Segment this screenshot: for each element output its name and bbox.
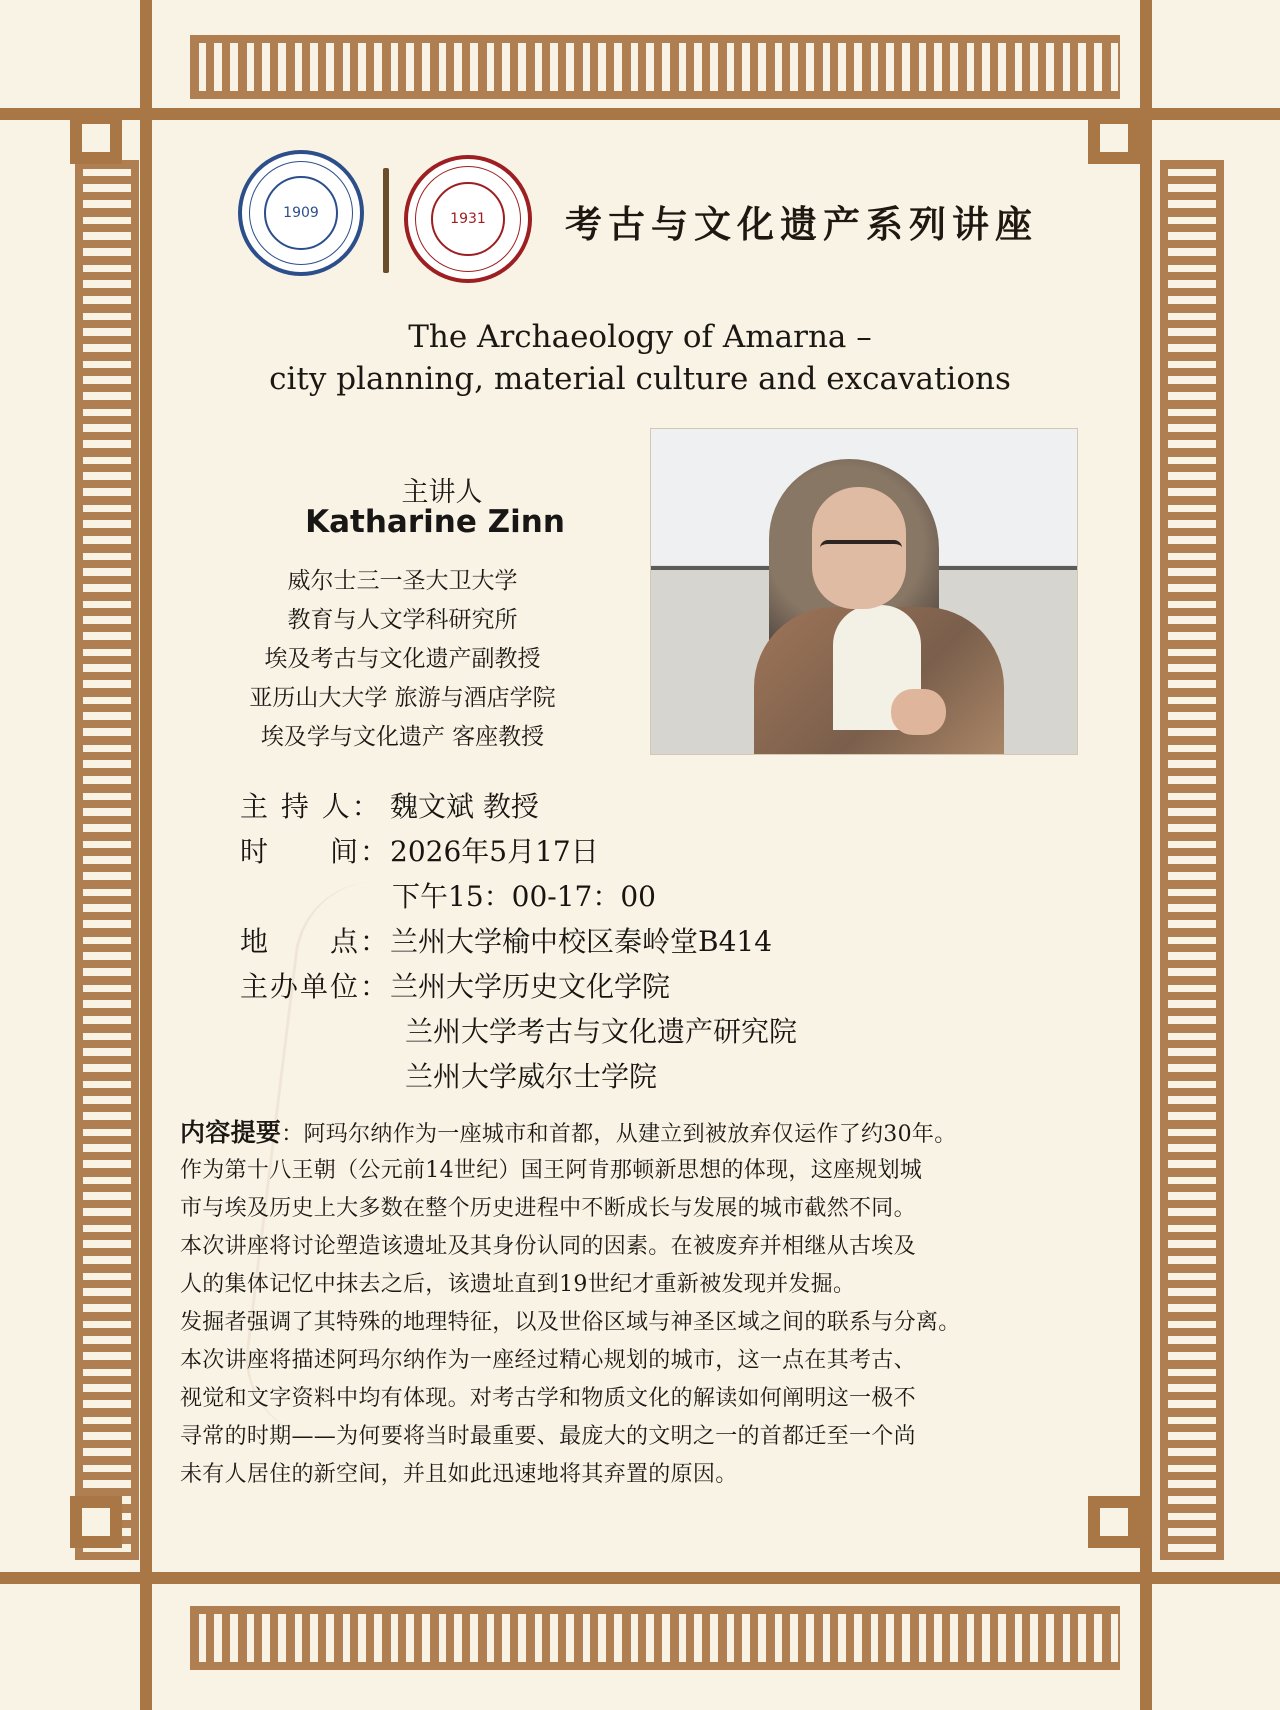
lanzhou-university-logo: [238, 150, 364, 276]
time-range: 下午15：00-17：00: [392, 880, 656, 913]
summary-line: 人的集体记忆中抹去之后，该遗址直到19世纪才重新被发现并发掘。: [180, 1272, 856, 1297]
affiliation-line: 威尔士三一圣大卫大学: [287, 568, 518, 594]
affiliation-line: 亚历山大大学 旅游与酒店学院: [249, 685, 556, 711]
time-label: 时 间：: [240, 835, 391, 868]
summary-line: 寻常的时期——为何要将当时最重要、最庞大的文明之一的首都迁至一个尚: [180, 1424, 916, 1449]
bottom-left-corner-ornament: [70, 1496, 122, 1548]
host-value: 魏文斌 教授: [390, 790, 539, 823]
summary-line: 发掘者强调了其特殊的地理特征，以及世俗区域与神圣区域之间的联系与分离。: [180, 1310, 961, 1335]
host-label: 主 持 人：: [240, 790, 382, 823]
history-culture-school-logo: [404, 155, 532, 283]
frame-top-rule: [140, 0, 152, 1710]
time-range-row: [392, 875, 656, 915]
lecture-title-line-1: The Archaeology of Amarna –: [408, 319, 872, 355]
speaker-photo: [650, 428, 1078, 755]
top-left-corner-ornament: [70, 112, 122, 164]
organizer-row: [405, 1055, 657, 1095]
top-fret-border: [190, 35, 1120, 99]
summary-line: 本次讲座将讨论塑造该遗址及其身份认同的因素。在被废弃并相继从古埃及: [180, 1234, 916, 1259]
speaker-name: Katharine Zinn: [305, 504, 565, 540]
place-label: 地 点：: [240, 925, 391, 958]
place-value: 兰州大学榆中校区秦岭堂B414: [390, 925, 773, 958]
speaker-affiliations: [210, 562, 595, 757]
glasses-icon: [820, 540, 902, 572]
speaker-role-label: 主讲人: [401, 477, 483, 508]
organizer-2: 兰州大学考古与文化遗产研究院: [405, 1015, 798, 1048]
organizers-row: [240, 965, 670, 1005]
place-row: [240, 920, 772, 960]
top-right-corner-ornament: [1088, 112, 1140, 164]
organizer-1: 兰州大学历史文化学院: [390, 970, 671, 1003]
frame-horizontal-bottom: [0, 1572, 1280, 1584]
affiliation-line: 埃及学与文化遗产 客座教授: [260, 724, 545, 750]
organizer-3: 兰州大学威尔士学院: [405, 1060, 658, 1093]
host-row: [240, 785, 539, 825]
summary-heading: 内容提要: [180, 1118, 282, 1147]
summary-line: 视觉和文字资料中均有体现。对考古学和物质文化的解读如何阐明这一极不: [180, 1386, 916, 1411]
affiliation-line: 教育与人文学科研究所: [287, 607, 518, 633]
summary-line: 市与埃及历史上大多数在整个历史进程中不断成长与发展的城市截然不同。: [180, 1196, 916, 1221]
summary-line: [180, 1114, 957, 1154]
logo-ring: [415, 166, 521, 272]
lecture-title-line-2: city planning, material culture and excavations: [269, 361, 1011, 397]
speaker-hand: [891, 689, 946, 735]
time-row: [240, 830, 599, 870]
summary-line: 本次讲座将描述阿玛尔纳作为一座经过精心规划的城市，这一点在其考古、: [180, 1348, 916, 1373]
logo-divider: [383, 168, 389, 273]
frame-right-rule: [1140, 0, 1152, 1710]
logo-center-year: 1931: [431, 182, 505, 256]
time-date: 2026年5月17日: [390, 835, 599, 868]
organizer-row: [405, 1010, 797, 1050]
bottom-right-corner-ornament: [1088, 1496, 1140, 1548]
summary-line: 未有人居住的新空间，并且如此迅速地将其弃置的原因。: [180, 1462, 738, 1487]
logo-center-year: 1909: [264, 176, 338, 250]
summary-line: 作为第十八王朝（公元前14世纪）国王阿肯那顿新思想的体现，这座规划城: [180, 1158, 923, 1183]
organizers-label: 主办单位：: [240, 970, 391, 1003]
right-fret-border: [1160, 160, 1224, 1560]
series-title: 考古与文化遗产系列讲座: [565, 202, 1038, 246]
affiliation-line: 埃及考古与文化遗产副教授: [264, 646, 541, 672]
logo-ring: [249, 161, 353, 265]
summary-text: ：阿玛尔纳作为一座城市和首都，从建立到被放弃仅运作了约30年。: [281, 1122, 957, 1147]
bottom-fret-border: [190, 1606, 1120, 1670]
